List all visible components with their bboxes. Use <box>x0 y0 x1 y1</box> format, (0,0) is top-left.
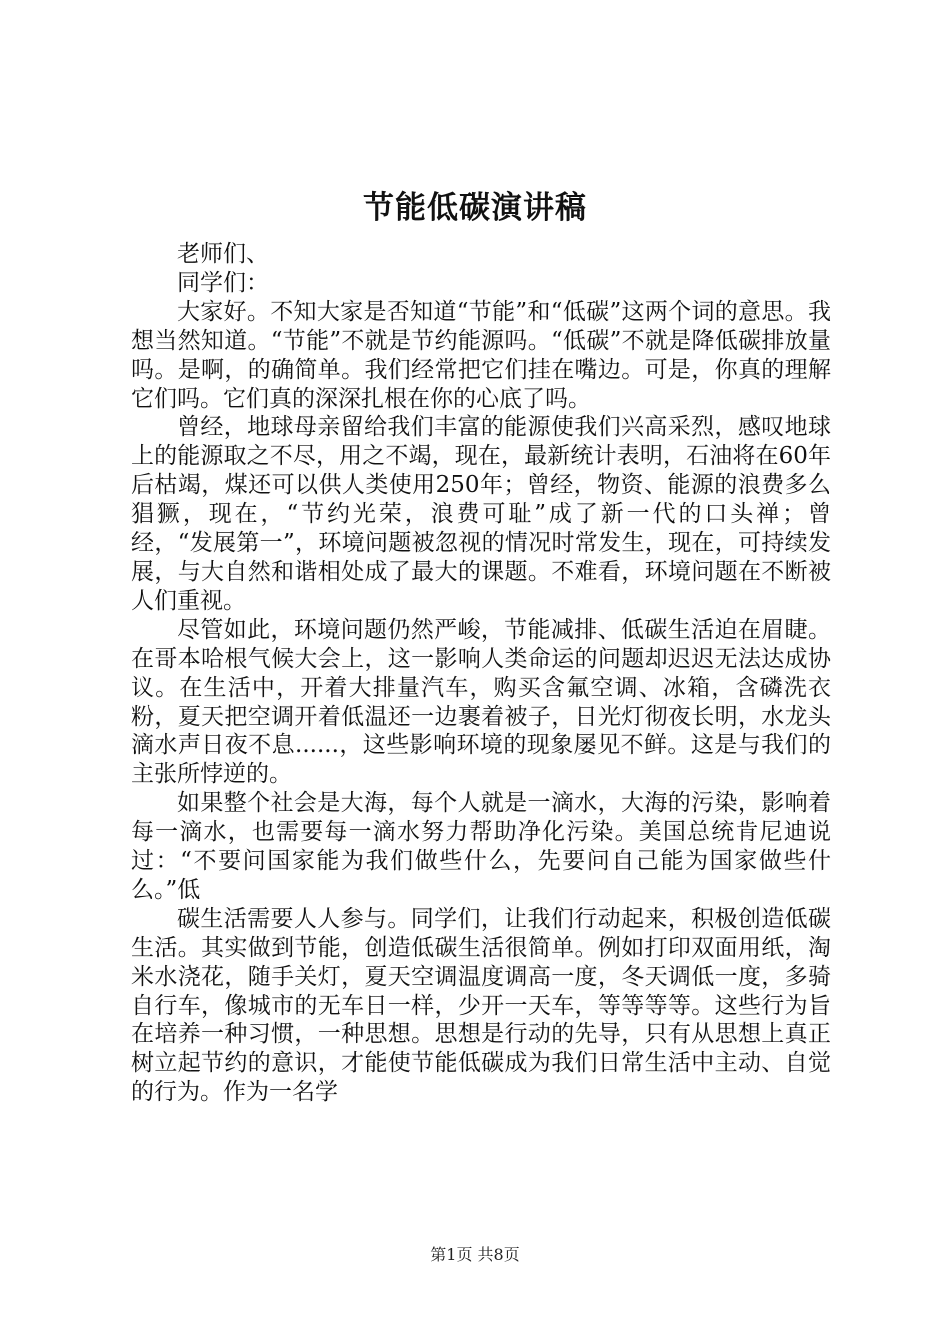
document-title: 节能低碳演讲稿 <box>363 190 587 226</box>
paragraph-severity: 尽管如此，环境问题仍然严峻，节能减排、低碳生活迫在眉睫。在哥本哈根气候大会上，这一影响人类命运的问题却迟迟无法达成协议。在生活中，开着大排量汽车，购买含氟空调、冰箱，含磷洗衣粉，夏天把空调开着低温还一边裹着被子，日光灯彻夜长明，水龙头滴水声日夜不息......，这些影响环境的现象屡见不鲜。这是与我们的主张所悖逆的。 <box>131 616 831 788</box>
document-body <box>131 240 831 1107</box>
paragraph-greeting: 大家好。不知大家是否知道“节能”和“低碳”这两个词的意思。我想当然知道。“节能”不就是节约能源吗。“低碳”不就是降低碳排放量吗。是啊，的确简单。我们经常把它们挂在嘴边。可是，你真的理解它们吗。它们真的深深扎根在你的心底了吗。 <box>131 298 831 412</box>
salutation-students: 同学们： <box>177 269 269 296</box>
salutation-teachers: 老师们、 <box>177 241 269 267</box>
paragraph-sea-metaphor: 如果整个社会是大海，每个人就是一滴水，大海的污染，影响着每一滴水，也需要每一滴水努力帮助净化污染。美国总统肯尼迪说过：“不要问国家能为我们做些什么，先要问自己能为国家做些什么。”低 <box>131 790 831 903</box>
paragraph-past-and-present: 曾经，地球母亲留给我们丰富的能源使我们兴高采烈，感叹地球上的能源取之不尽，用之不竭，现在，最新统计表明，石油将在60年后枯竭，煤还可以供人类使用250年；曾经，物资、能源的浪费多么猖獗，现在，“节约光荣，浪费可耻”成了新一代的口头禅；曾经，“发展第一”，环境问题被忽视的情况时常发生，现在，可持续发展，与大自然和谐相处成了最大的课题。不难看，环境问题在不断被人们重视。 <box>131 414 831 614</box>
page-footer: 第1页 共8页 <box>430 1245 520 1264</box>
paragraph-call-to-action: 碳生活需要人人参与。同学们，让我们行动起来，积极创造低碳生活。其实做到节能，创造低碳生活很简单。例如打印双面用纸，淘米水浇花，随手关灯，夏天空调温度调高一度，冬天调低一度，多骑自行车，像城市的无车日一样，少开一天车，等等等等。这些行为旨在培养一种习惯，一种思想。思想是行动的先导，只有从思想上真正树立起节约的意识，才能使节能低碳成为我们日常生活中主动、自觉的行为。作为一名学 <box>131 905 831 1106</box>
